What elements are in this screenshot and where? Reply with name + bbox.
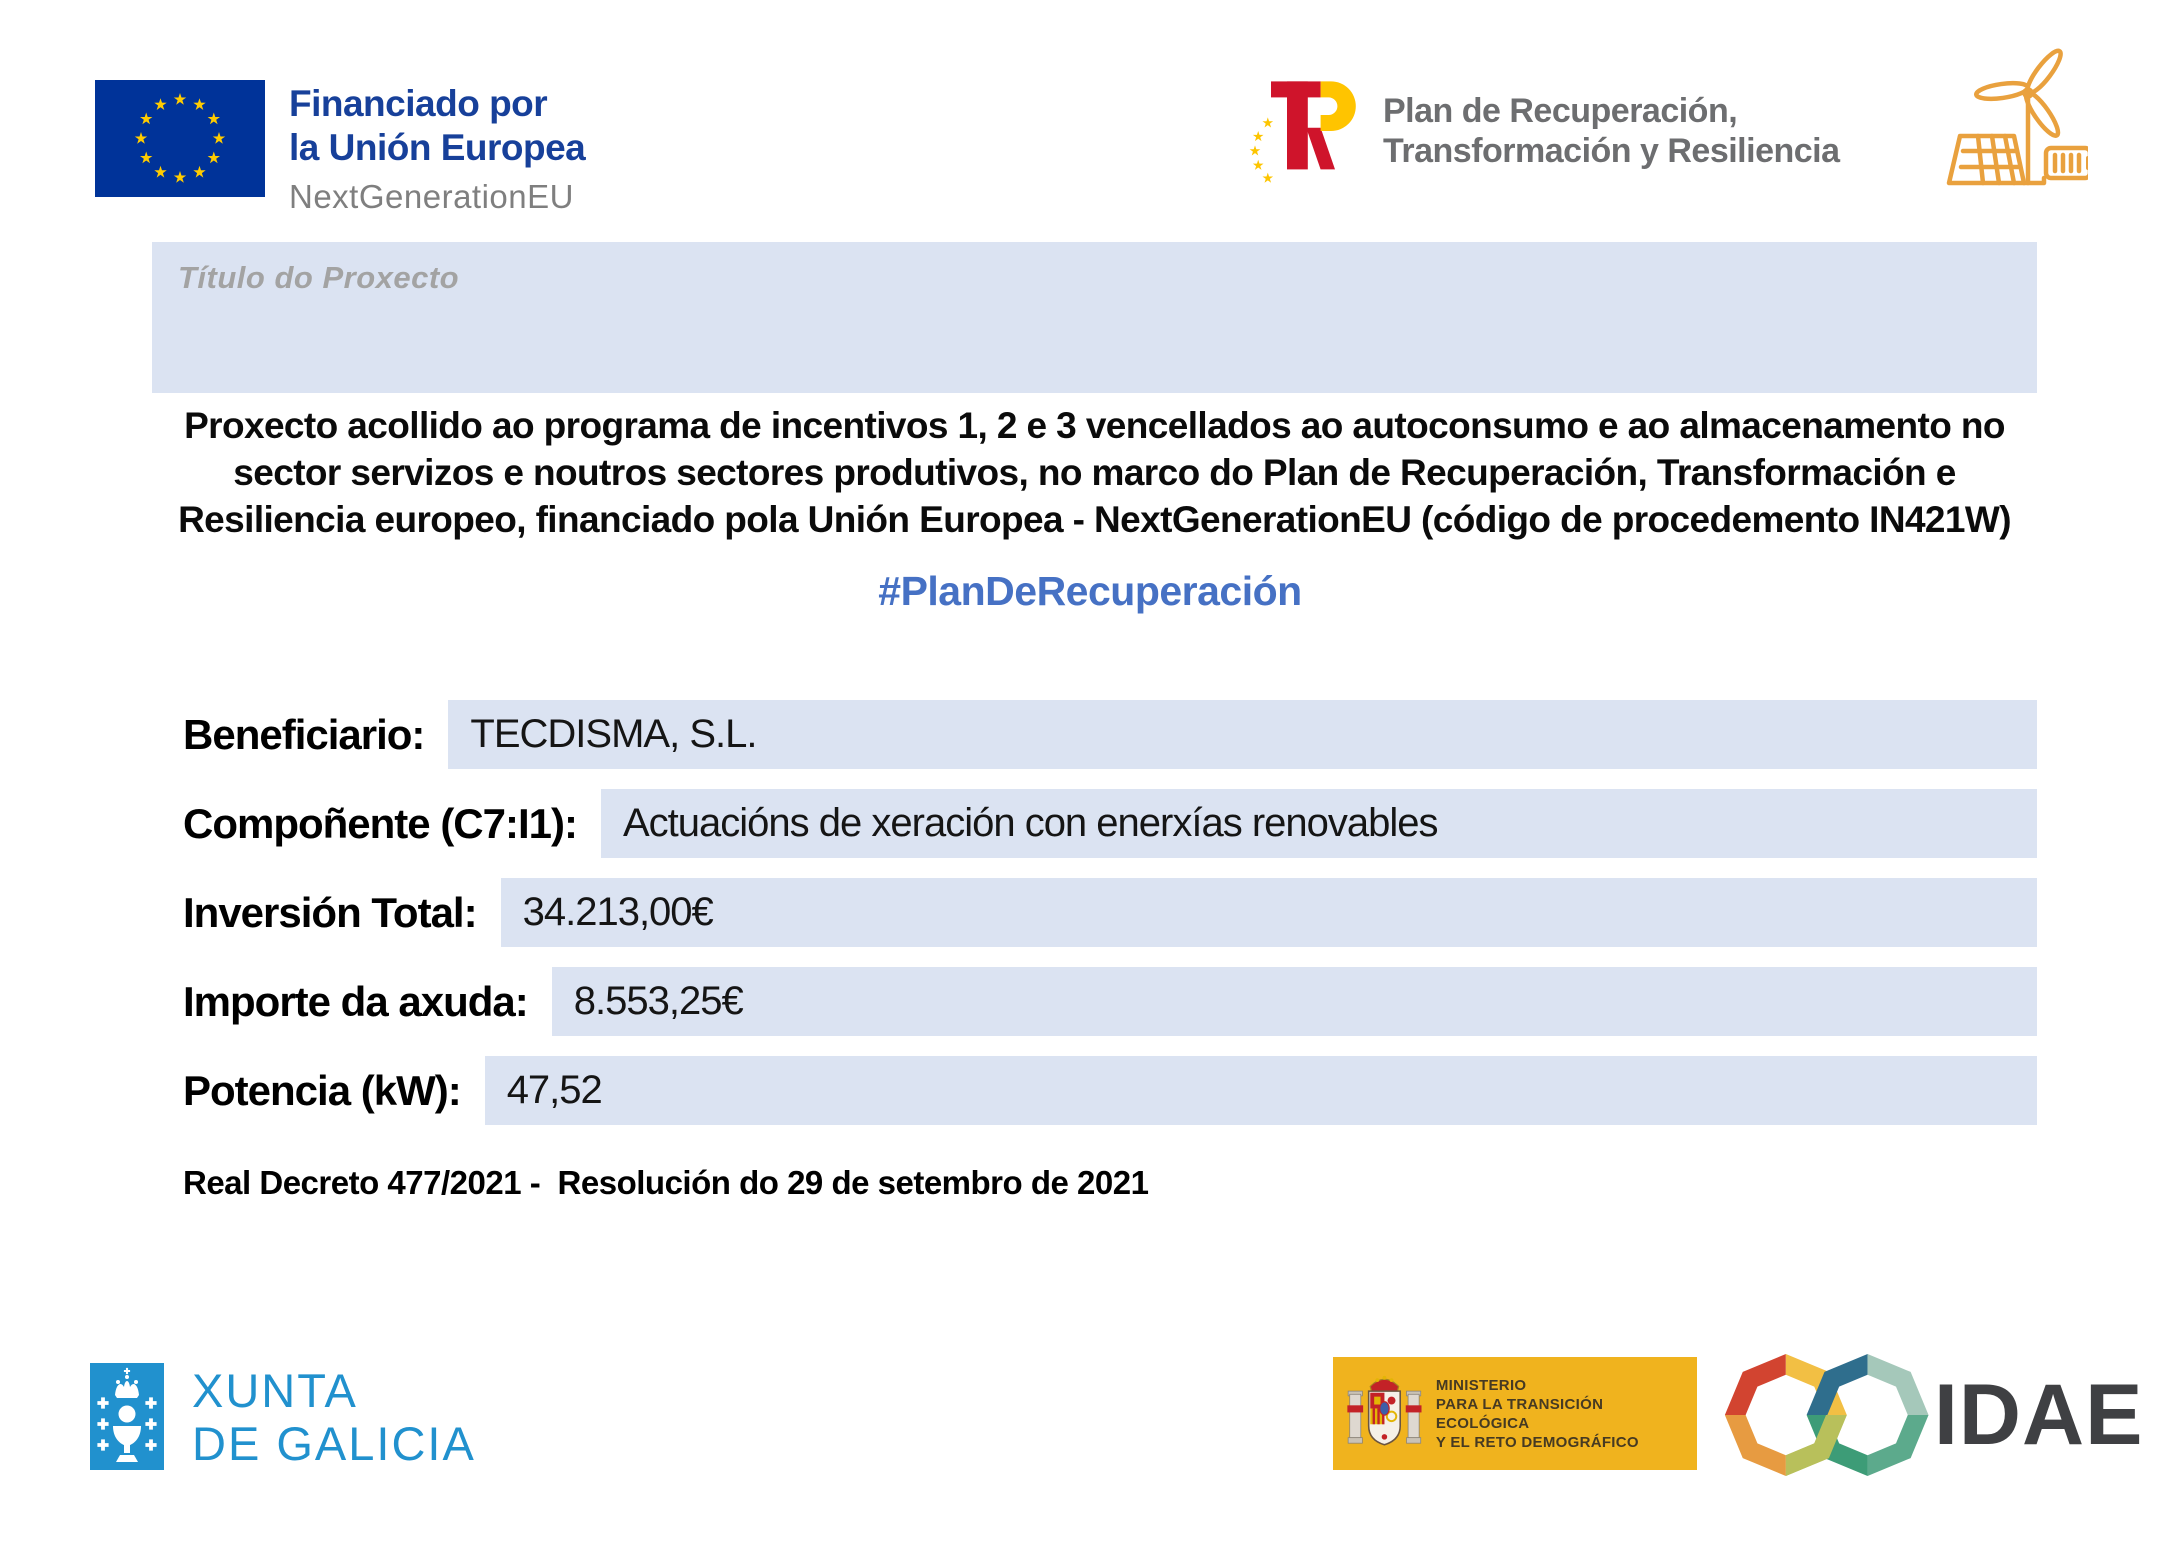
description-line3: Resiliencia europeo, financiado pola Unión Europea - NextGenerationEU (código de procedemento IN421W) — [178, 499, 2011, 540]
idae-rings-icon — [1708, 1333, 1948, 1497]
potencia-label: Potencia (kW): — [183, 1066, 461, 1114]
xunta-label-line2: DE GALICIA — [192, 1416, 476, 1470]
eu-funded-line2: la Unión Europea — [289, 127, 586, 168]
prtr-logo-block — [1247, 64, 1840, 198]
xunta-label-line1: XUNTA — [192, 1363, 358, 1417]
importe-value: 8.553,25€ — [552, 967, 2037, 1036]
field-row-beneficiario — [183, 700, 2037, 769]
field-row-inversion — [183, 878, 2037, 947]
renewable-energy-icon — [1928, 36, 2088, 196]
description-line2: sector servizos e noutros sectores produtivos, no marco do Plan de Recuperación, Transformación e — [233, 452, 1956, 493]
inversion-value: 34.213,00€ — [501, 878, 2037, 947]
prtr-title-line2: Transformación y Resiliencia — [1383, 132, 1840, 170]
field-row-importe — [183, 967, 2037, 1036]
idae-label: IDAE — [1934, 1366, 2144, 1463]
spain-coat-of-arms-icon — [1345, 1367, 1424, 1461]
eu-funded-line1: Financiado por — [289, 83, 548, 124]
potencia-value: 47,52 — [485, 1056, 2037, 1125]
ministerio-label-line1: MINISTERIO — [1435, 1376, 1527, 1394]
nextgeneration-eu-label: NextGenerationEU — [289, 178, 574, 215]
project-title-placeholder: Título do Proxecto — [178, 260, 460, 295]
beneficiario-label: Beneficiario: — [183, 710, 425, 758]
xunta-emblem-icon — [90, 1363, 164, 1470]
ministerio-logo — [1333, 1357, 1697, 1470]
inversion-label: Inversión Total: — [183, 888, 477, 936]
program-description — [152, 402, 2037, 543]
prtr-title-line1: Plan de Recuperación, — [1383, 92, 1738, 130]
decree-reference: Real Decreto 477/2021 - Resolución do 29 de setembro de 2021 — [183, 1164, 1149, 1201]
xunta-de-galicia-logo — [90, 1363, 476, 1470]
ministerio-label-line3: Y EL RETO DEMOGRÁFICO — [1435, 1433, 1639, 1451]
project-fields — [183, 700, 2037, 1145]
componente-value: Actuacións de xeración con enerxías renovables — [601, 789, 2037, 858]
description-line1: Proxecto acollido ao programa de incentivos 1, 2 e 3 vencellados ao autoconsumo e ao almacenamento no — [184, 405, 2005, 446]
field-row-componente — [183, 789, 2037, 858]
project-title-field — [152, 242, 2037, 393]
componente-label: Compoñente (C7:I1): — [183, 799, 577, 847]
prtr-logo-icon — [1247, 64, 1367, 198]
eu-flag-icon — [95, 80, 265, 197]
field-row-potencia — [183, 1056, 2037, 1125]
beneficiario-value: TECDISMA, S.L. — [448, 700, 2037, 769]
eu-funding-logo — [95, 80, 585, 216]
ministerio-label-line2: PARA LA TRANSICIÓN ECOLÓGICA — [1435, 1395, 1604, 1432]
plan-hashtag: #PlanDeRecuperación — [878, 568, 1302, 614]
importe-label: Importe da axuda: — [183, 977, 528, 1025]
